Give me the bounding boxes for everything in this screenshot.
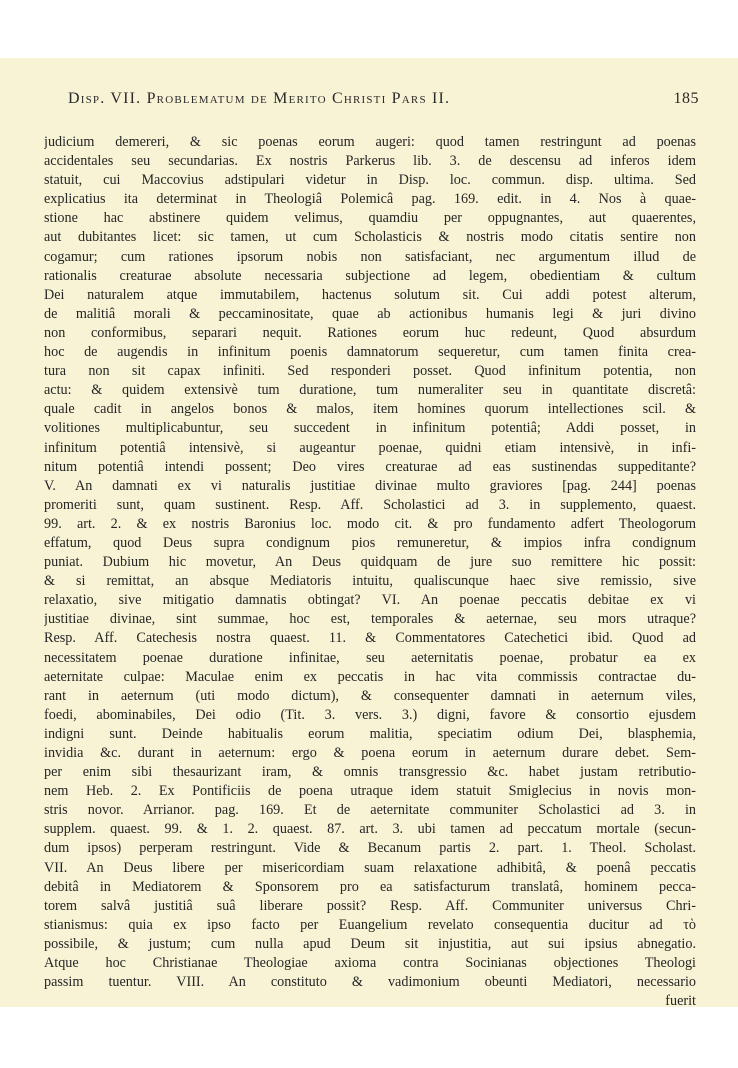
text-line: Dei naturalem atque immutabilem, hactenus solutum sit. Cui addi potest alterum, bbox=[44, 286, 696, 303]
text-line: effatum, quod Deus supra condignum pios remuneretur, & impios infra condignum bbox=[44, 534, 696, 551]
text-line: promeriti sunt, quam sustinent. Resp. Aff. Scholastici ad 3. in supplemento, quaest. bbox=[44, 496, 696, 513]
text-line: stianismus: quia ex ipso facto per Euangelium revelato consequentia ducitur ad τὸ bbox=[44, 916, 696, 933]
text-line: possibile, & justum; cum nulla apud Deum sit injustitia, aut sui ipsius abnegatio. bbox=[44, 935, 696, 952]
text-line: cogamur; cum rationes ipsorum nobis non satisfaciant, nec argumentum illud de bbox=[44, 248, 696, 265]
text-line: de malitiâ morali & peccaminositate, quae ab actionibus humanis legi & juri divino bbox=[44, 305, 696, 322]
text-line: nem Heb. 2. Ex Pontificiis de poena utraque idem statuit Smiglecius in novis mon- bbox=[44, 783, 696, 800]
text-line: stione hac abstinere quidem velimus, quamdiu per oppugnantes, aut quaerentes, bbox=[44, 210, 696, 227]
text-line: invidia &c. durant in aeternum: ergo & poena eorum in aeternum durare debet. Sem- bbox=[44, 745, 696, 761]
text-line: & si remittat, an absque Mediatoris intuitu, qualiscunque haec sive remissio, sive bbox=[44, 573, 696, 590]
text-line: V. An damnati ex vi naturalis justitiae divinae multo graviores [pag. 244] poenas bbox=[44, 477, 696, 494]
text-line: puniat. Dubium hic movetur, An Deus quidquam de jure suo remittere hic possit: bbox=[44, 554, 696, 571]
text-line: per enim sibi thesaurizant iram, & omnis transgressio &c. habet justam retributio- bbox=[44, 764, 696, 781]
text-line: hoc de augendis in infinitum poenis damnatorum sequeretur, cum tamen finita crea- bbox=[44, 344, 696, 361]
text-line: rationalis creaturae absolute necessaria subjectione ad legem, obedientiam & cultum bbox=[44, 267, 696, 284]
main-text-block bbox=[44, 133, 696, 1011]
text-line: justitiae divinae, sint summae, hoc est, temporales & aeternae, seu mors utraque? bbox=[44, 611, 696, 628]
catchword: fuerit bbox=[665, 993, 696, 1010]
text-line: non conformibus, separari nequit. Rationes eorum huc redeunt, Quod absurdum bbox=[44, 324, 696, 341]
text-line: necessitatem poenae duratione infinitae, seu aeternitatis poenae, probatur ea ex bbox=[44, 649, 696, 666]
text-line: actu: & quidem extensivè tum duratione, tum numeraliter seu in quantitate discretâ: bbox=[44, 382, 696, 399]
text-line: explicatius ita determinat in Theologiâ Polemicâ pag. 169. edit. in 4. Nos à quae- bbox=[44, 191, 696, 208]
text-line: indigni sunt. Deinde habitualis eorum malitia, speciatim odium Dei, blasphemia, bbox=[44, 725, 696, 742]
text-line: nitum potentiâ intendi possent; Deo vires creaturae ad eas sustinendas suppeditante? bbox=[44, 458, 696, 475]
text-line: statuit, cui Maccovius adstipulari videtur in Disp. loc. commun. disp. ultima. Sed bbox=[44, 172, 696, 189]
text-line: aeternitate culpae: Maculae enim ex peccatis in hac vita commissis contractae du- bbox=[44, 668, 696, 685]
text-line: VII. An Deus libere per misericordiam suam relaxatione adhibitâ, & poenâ peccatis bbox=[44, 859, 696, 876]
text-line: volitiones multiplicabuntur, seu succedent in infinitum potentiâ; Addi posset, in bbox=[44, 420, 696, 437]
text-line: debitâ in Mediatorem & Sponsorem pro ea satisfacturum translatâ, hominem pecca- bbox=[44, 878, 696, 895]
text-line: passim tuentur. VIII. An constituto & vadimonium obeunti Mediatori, necessario bbox=[44, 974, 696, 991]
text-line: tura non sit capax infiniti. Sed responderi posset. Quod infinitum potentia, non bbox=[44, 363, 696, 380]
running-title: Disp. VII. Problematum de Merito Christi Pars II. bbox=[68, 90, 451, 107]
text-line: aut dubitantes licet: sic tamen, ut cum Scholasticis & nostris modo citatis sentire non bbox=[44, 229, 696, 246]
page-scan bbox=[0, 58, 738, 1010]
text-line: infinitum potentiâ intensivè, si augeantur poenae, quidni etiam intensivè, in infi- bbox=[44, 439, 696, 456]
text-line: judicium demereri, & sic poenas eorum augeri: quod tamen restringunt ad poenas bbox=[44, 134, 696, 150]
text-line: Atque hoc Christianae Theologiae axioma contra Socinianas objectiones Theologi bbox=[44, 955, 696, 972]
text-line: 99. art. 2. & ex nostris Baronius loc. modo cit. & pro fundamento adfert Theologorum bbox=[44, 515, 696, 532]
page-number: 185 bbox=[673, 90, 699, 107]
text-line: torem salvâ justitiâ suâ liberare possit? Resp. Aff. Communiter universus Chri- bbox=[44, 897, 696, 914]
text-line: foedi, abominabiles, Dei odio (Tit. 3. vers. 3.) digni, favore & consortio ejusdem bbox=[44, 706, 696, 723]
text-line: accidentales seu secundarias. Ex nostris Parkerus lib. 3. de descensu ad inferos idem bbox=[44, 153, 696, 170]
text-line: stris novor. Arrianor. pag. 169. Et de aeternitate communiter Scholastici ad 3. in bbox=[44, 802, 696, 819]
text-line: supplem. quaest. 99. & 1. 2. quaest. 87. art. 3. ubi tamen ad peccatum mortale (secun- bbox=[44, 821, 696, 838]
running-header bbox=[38, 90, 699, 110]
text-line: rant in aeternum (uti modo dictum), & consequenter damnati in aeternum viles, bbox=[44, 687, 696, 704]
text-line: dum ipsos) perperam restringunt. Vide & Becanum partis 2. part. 1. Theol. Scholast. bbox=[44, 840, 696, 857]
text-line: quale cadit in angelos bonos & malos, item homines quorum intellectiones scil. & bbox=[44, 401, 696, 418]
text-line: relaxatio, sive mitigatio damnatis obtingat? VI. An poenae peccatis debitae ex vi bbox=[44, 592, 696, 609]
text-line: Resp. Aff. Catechesis nostra quaest. 11. & Commentatores Catechetici ibid. Quod ad bbox=[44, 630, 696, 647]
